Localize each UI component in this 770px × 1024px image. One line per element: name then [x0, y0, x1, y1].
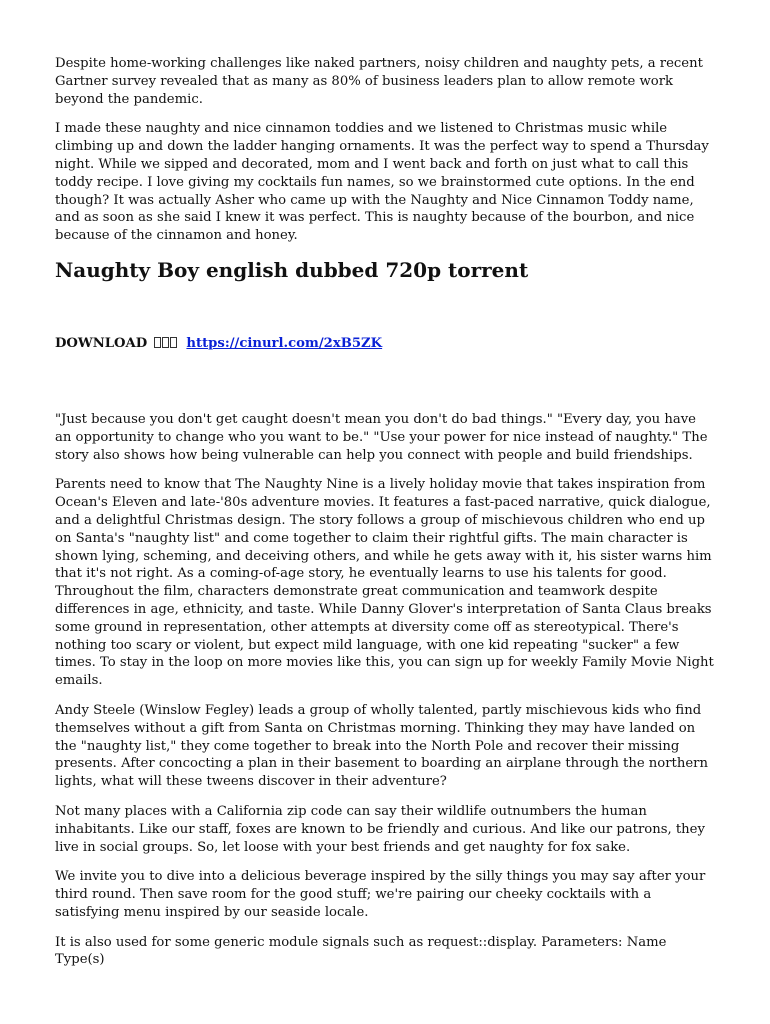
download-link[interactable]: https://cinurl.com/2xB5ZK [186, 335, 383, 351]
download-label: DOWNLOAD [55, 335, 148, 351]
download-line [55, 335, 715, 353]
paragraph-module-signals: It is also used for some generic module signals such as request::display. Parameters: Name Type(s) [55, 934, 667, 968]
paragraph-beverage: We invite you to dive into a delicious beverage inspired by the silly things you may say after your third round. Then save room for the good stuff; we're pairing our cheeky cocktails with a satisfying menu inspired by our seaside locale. [55, 869, 706, 920]
paragraph-cinnamon-toddy: I made these naughty and nice cinnamon toddies and we listened to Christmas music while climbing up and down the ladder hanging ornaments. It was the perfect way to spend a Thursday night. While we sipped and decorated, mom and I went back and forth on just what to call this toddy recipe. I love giving my cocktails fun names, so we brainstormed cute options. In the end though? It was actually Asher who came up with the Naughty and Nice Cinnamon Toddy name, and as soon as she said I knew it was perfect. This is naughty because of the bourbon, and nice because of the cinnamon and honey. [55, 121, 709, 244]
page-heading: Naughty Boy english dubbed 720p torrent [55, 257, 529, 282]
paragraph-foxes: Not many places with a California zip code can say their wildlife outnumbers the human inhabitants. Like our staff, foxes are known to be friendly and curious. And like our patrons, they live in social groups. So, let loose with your best friends and get naughty for fox sake. [55, 803, 705, 855]
document-page [55, 55, 715, 981]
paragraph-parents-guide: Parents need to know that The Naughty Nine is a lively holiday movie that takes inspiration from Ocean's Eleven and late-'80s adventure movies. It features a fast-paced narrative, quick dialogue, and a delightful Christmas design. The story follows a group of mischievous children who end up on Santa's "naughty list" and come together to claim their rightful gifts. The main character is shown lying, scheming, and deceiving others, and while he gets away with it, his sister warns him that it's not right. As a coming-of-age story, he eventually learns to use his talents for good. Throughout the film, characters demonstrate great communication and teamwork despite differences in age, ethnicity, and taste. While Danny Glover's interpretation of Santa Claus breaks some ground in representation, other attempts at diversity come off as stereotypical. There's nothing too scary or violent, but expect mild language, with one kid repeating "sucker" a few times. To stay in the loop on more movies like this, you can sign up for weekly Family Movie Night emails. [55, 477, 714, 689]
missing-glyph-arrows-icon [154, 335, 178, 353]
paragraph-quotes: "Just because you don't get caught doesn't mean you don't do bad things." "Every day, you have an opportunity to change who you want to be." "Use your power for nice instead of naughty." The story also shows how being vulnerable can help you connect with people and build friendships. [55, 411, 708, 463]
paragraph-andy-steele: Andy Steele (Winslow Fegley) leads a group of wholly talented, partly mischievous kids who find themselves without a gift from Santa on Christmas morning. Thinking they may have landed on the "naughty list," they come together to break into the North Pole and recover their missing presents. After concocting a plan in their basement to boarding an airplane through the northern lights, what will these tweens discover in their adventure? [55, 702, 708, 790]
paragraph-remote-work: Despite home-working challenges like naked partners, noisy children and naughty pets, a recent Gartner survey revealed that as many as 80% of business leaders plan to allow remote work beyond the pandemic. [55, 56, 703, 107]
